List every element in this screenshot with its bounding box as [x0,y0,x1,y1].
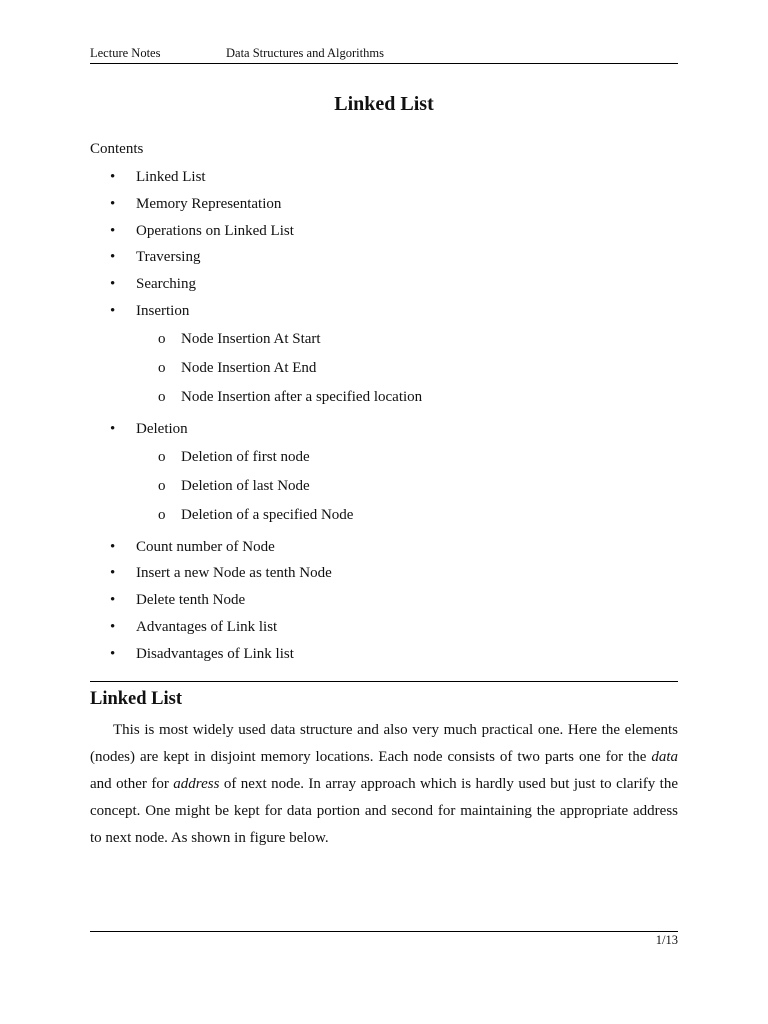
bullet-icon: • [110,618,116,635]
list-item [90,417,678,444]
sub-list-item [90,384,678,413]
circle-bullet-icon: o [158,477,166,494]
list-item-label: Linked List [136,169,206,185]
bullet-icon: • [110,420,116,437]
list-item-label: Disadvantages of Link list [136,645,294,662]
section-divider [90,681,678,682]
sub-list-item-label: Node Insertion after a specified location [181,388,423,405]
circle-bullet-icon: o [158,330,166,347]
list-item [90,272,678,299]
list-item-label: Searching [136,276,196,293]
bullet-icon: • [110,249,116,266]
document-page [90,0,678,1024]
list-item [90,165,678,192]
bullet-icon: • [110,276,116,293]
sub-list [90,444,678,535]
sub-list-item [90,326,678,355]
page-header [90,46,678,64]
sub-list-item [90,502,678,531]
sub-list-item-label: Node Insertion At Start [181,330,321,347]
footer-divider [90,931,678,932]
bullet-icon: • [110,169,116,185]
sub-list-item [90,444,678,473]
list-item [90,615,678,642]
list-item [90,219,678,246]
list-item-label: Count number of Node [136,538,275,555]
list-item-label: Operations on Linked List [136,222,294,239]
circle-bullet-icon: o [158,388,166,405]
document-title: Linked List [334,93,434,115]
list-item [90,245,678,272]
list-item-label: Insertion [136,302,190,319]
sub-list-item-label: Deletion of first node [181,448,310,465]
sub-list-item-label: Deletion of last Node [181,477,310,494]
contents-label: Contents [90,141,144,157]
section-paragraph [90,717,678,852]
bullet-icon: • [110,195,116,212]
paragraph-text-2: and other for [90,776,174,792]
list-item-label: Memory Representation [136,195,282,212]
page-number: 1/13 [655,933,678,947]
sub-list-item [90,473,678,502]
bullet-icon: • [110,592,116,609]
list-item-label: Insert a new Node as tenth Node [136,565,332,582]
list-item [90,561,678,588]
list-item-label: Deletion [136,420,188,437]
bullet-icon: • [110,538,116,555]
table-of-contents [90,165,678,669]
list-item [90,588,678,615]
paragraph-emphasis-data: data [651,749,678,765]
bullet-icon: • [110,302,116,319]
list-item-label: Advantages of Link list [136,618,278,635]
paragraph-text-1: This is most widely used data structure and also very much practical one. Here the elements (nodes) are kept in disjoint memory locations. Each node consists of two parts one for the [90,722,678,765]
paragraph-text-3: of next node. In array approach which is hardly used but just to clarify the concept. One might be kept for data portion and second for maintaining the appropriate address to next node. As shown in figure below. [90,776,678,846]
sub-list-item [90,355,678,384]
circle-bullet-icon: o [158,359,166,376]
header-course-label: Lecture Notes [90,46,161,60]
list-item [90,535,678,562]
header-subject-label: Data Structures and Algorithms [226,46,384,60]
list-item-label: Traversing [136,249,201,266]
paragraph-emphasis-address: address [173,776,220,792]
section-heading: Linked List [90,689,183,709]
circle-bullet-icon: o [158,448,166,465]
bullet-icon: • [110,222,116,239]
sub-list-item-label: Deletion of a specified Node [181,506,354,523]
list-item [90,642,678,669]
sub-list [90,326,678,417]
sub-list-item-label: Node Insertion At End [181,359,317,376]
circle-bullet-icon: o [158,506,166,523]
list-item-label: Delete tenth Node [136,592,246,609]
bullet-icon: • [110,645,116,662]
list-item [90,299,678,326]
bullet-icon: • [110,565,116,582]
list-item [90,192,678,219]
